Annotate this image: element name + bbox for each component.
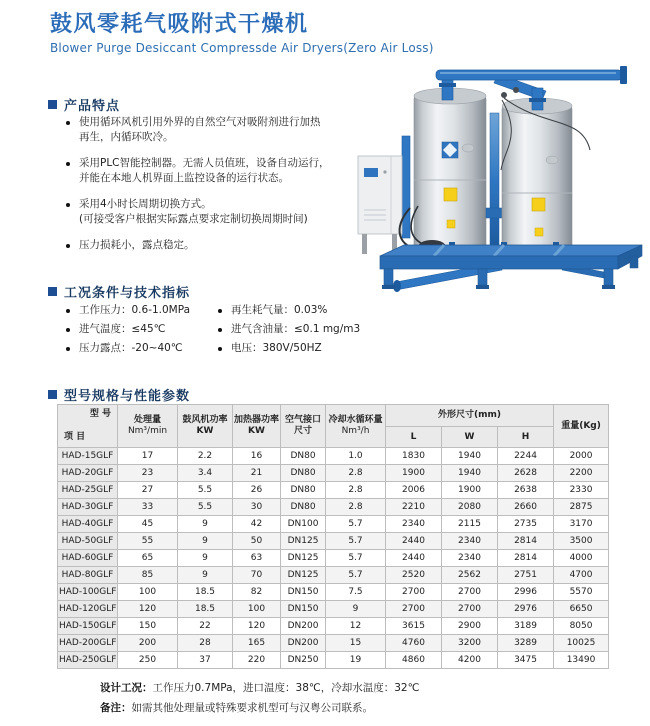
spec-cell: 19 [326,652,386,669]
spec-cell: 2700 [442,584,498,601]
bullet-dot-icon [218,328,222,332]
list-item [66,115,366,145]
spec-cell: 55 [118,533,178,550]
corner-model-label: 型 号 [89,409,111,419]
spec-cell: 5.7 [326,567,386,584]
bullet-dot-icon [218,347,222,351]
table-row [58,601,609,618]
header-port-line2: 尺寸 [293,426,312,436]
header-cooling-water [326,405,386,448]
table-row [58,635,609,652]
spec-cell: 23 [118,465,178,482]
model-cell: HAD-60GLF [58,550,118,567]
spec-cell: 1.0 [326,448,386,465]
table-row [58,499,609,516]
table-row [58,533,609,550]
model-cell: HAD-15GLF [58,448,118,465]
spec-cell: 30 [233,499,281,516]
spec-cell: 8050 [554,618,609,635]
spec-cell: 2.8 [326,499,386,516]
spec-cell: 2440 [386,533,442,550]
spec-cell: 85 [118,567,178,584]
spec-cell: 7.5 [326,584,386,601]
spec-cell: 16 [233,448,281,465]
spec-cell: 2115 [442,516,498,533]
spec-cell: 2700 [442,601,498,618]
header-capacity-line2: Nm³/min [127,426,168,436]
spec-cell: 27 [118,482,178,499]
conditions-heading [48,282,190,301]
spec-cell: DN80 [281,482,326,499]
header-cooling-line2: Nm³/h [341,426,370,436]
bullet-dot-icon [66,203,70,207]
spec-cell: 5.5 [178,482,233,499]
spec-cell: 165 [233,635,281,652]
spec-cell: 42 [233,516,281,533]
list-item [66,197,366,227]
table-row [58,465,609,482]
section-marker-icon [48,390,57,399]
spec-cell: 12 [326,618,386,635]
bullet-dot-icon [66,244,70,248]
model-cell: HAD-250GLF [58,652,118,669]
spec-cell: 13490 [554,652,609,669]
bullet-dot-icon [66,347,70,351]
model-cell: HAD-200GLF [58,635,118,652]
bullet-dot-icon [218,309,222,313]
spec-cell: 2340 [442,550,498,567]
list-item-line: (可接受客户根据实际露点要求定制切换周期时间) [79,213,308,225]
list-item-line: 采用PLC智能控制器。无需人员值班，设备自动运行， [79,157,330,169]
spec-cell: 1940 [442,448,498,465]
header-weight: 重量(Kg) [554,405,609,448]
spec-cell: 65 [118,550,178,567]
spec-cell: DN100 [281,516,326,533]
spec-cell: 2330 [554,482,609,499]
spec-cell: 1900 [442,482,498,499]
spec-cell: 1900 [386,465,442,482]
spec-cell: 2340 [386,516,442,533]
model-cell: HAD-100GLF [58,584,118,601]
table-row [58,652,609,669]
spec-table-body [58,448,609,669]
spec-cell: 2520 [386,567,442,584]
header-capacity-line1: 处理量 [133,415,161,425]
spec-cell: 100 [118,584,178,601]
design-conditions-line [100,678,419,698]
header-dimensions: 外形尺寸(mm) [386,405,554,427]
spec-cell: DN250 [281,652,326,669]
spec-cell: 2210 [386,499,442,516]
spec-cell: 2080 [442,499,498,516]
list-item-line: 进气温度：≤45℃ [79,323,166,335]
model-cell: HAD-30GLF [58,499,118,516]
specs-heading [48,385,190,404]
spec-cell: 120 [118,601,178,618]
header-dim-h: H [498,427,554,448]
conditions-right-column [218,303,388,360]
features-heading [48,95,120,114]
spec-cell: 2562 [442,567,498,584]
spec-cell: 45 [118,516,178,533]
conditions-left-column [66,303,236,360]
spec-cell: 200 [118,635,178,652]
spec-cell: 2.2 [178,448,233,465]
header-dim-w: W [442,427,498,448]
list-item [218,322,388,337]
table-row [58,567,609,584]
design-conditions-text: 工作压力0.7MPa，进口温度：38℃，冷却水温度：32℃ [152,682,420,694]
model-cell: HAD-150GLF [58,618,118,635]
spec-cell: 2000 [554,448,609,465]
design-notes [100,678,419,718]
spec-cell: 1940 [442,465,498,482]
list-item-line: 压力露点：-20~40℃ [79,342,183,354]
list-item-line: 进气含油量：≤0.1 mg/m3 [231,323,361,335]
spec-cell: 2.8 [326,465,386,482]
list-item-line: 使用循环风机引用外界的自然空气对吸附剂进行加热 [79,116,321,128]
spec-cell: 3615 [386,618,442,635]
model-cell: HAD-120GLF [58,601,118,618]
spec-cell: 15 [326,635,386,652]
spec-cell: 4760 [386,635,442,652]
header-heater-line2: KW [248,426,265,436]
spec-cell: 82 [233,584,281,601]
list-item [66,156,366,186]
header-port-line1: 空气接口 [284,415,321,425]
table-row [58,448,609,465]
spec-cell: 2814 [498,550,554,567]
page-header [50,12,470,55]
spec-cell: 120 [233,618,281,635]
spec-cell: 9 [326,601,386,618]
list-item [218,303,388,318]
spec-cell: 6650 [554,601,609,618]
spec-cell: 9 [178,533,233,550]
spec-cell: 3289 [498,635,554,652]
spec-cell: 70 [233,567,281,584]
spec-cell: 4700 [554,567,609,584]
spec-cell: 2440 [386,550,442,567]
spec-cell: DN150 [281,601,326,618]
spec-cell: 2976 [498,601,554,618]
header-blower-line2: KW [196,426,214,436]
page-subtitle: Blower Purge Desiccant Compressde Air Dryers(Zero Air Loss) [50,41,434,55]
spec-cell: 2900 [442,618,498,635]
spec-cell: 3475 [498,652,554,669]
list-item-line: 电压：380V/50HZ [231,342,322,354]
remark-line [100,698,419,718]
spec-cell: 3189 [498,618,554,635]
bullet-dot-icon [66,309,70,313]
table-row [58,516,609,533]
spec-cell: 2.8 [326,482,386,499]
bullet-dot-icon [66,121,70,125]
header-heater-power [233,405,281,448]
spec-cell: 2628 [498,465,554,482]
spec-cell: 3500 [554,533,609,550]
spec-cell: 3200 [442,635,498,652]
spec-cell: 2244 [498,448,554,465]
spec-cell: DN125 [281,550,326,567]
header-heater-line1: 加热器功率 [234,415,280,425]
spec-cell: DN200 [281,618,326,635]
spec-cell: 220 [233,652,281,669]
table-row [58,550,609,567]
bullet-dot-icon [66,162,70,166]
spec-cell: 5.7 [326,550,386,567]
spec-cell: DN150 [281,584,326,601]
list-item [66,303,236,318]
spec-cell: 3170 [554,516,609,533]
features-list [66,115,366,264]
header-air-port [281,405,326,448]
spec-cell: 2700 [386,584,442,601]
section-marker-icon [48,100,57,109]
spec-cell: DN80 [281,448,326,465]
header-capacity [118,405,178,448]
header-dim-l: L [386,427,442,448]
spec-cell: DN125 [281,567,326,584]
header-blower-power [178,405,233,448]
corner-header-cell [58,405,118,448]
section-marker-icon [48,287,57,296]
spec-cell: 33 [118,499,178,516]
features-heading-label: 产品特点 [64,99,121,114]
list-item-line: 并能在本地人机界面上监控设备的运行状态。 [79,172,289,184]
spec-cell: 4860 [386,652,442,669]
spec-cell: DN125 [281,533,326,550]
spec-cell: DN80 [281,465,326,482]
page-title: 鼓风零耗气吸附式干燥机 [50,12,309,37]
spec-cell: 26 [233,482,281,499]
spec-cell: DN200 [281,635,326,652]
bullet-dot-icon [66,328,70,332]
spec-cell: 28 [178,635,233,652]
spec-cell: 2996 [498,584,554,601]
spec-cell: 1830 [386,448,442,465]
spec-cell: DN80 [281,499,326,516]
list-item-line: 工作压力：0.6-1.0MPa [79,304,191,316]
model-cell: HAD-40GLF [58,516,118,533]
model-cell: HAD-20GLF [58,465,118,482]
spec-cell: 22 [178,618,233,635]
spec-cell: 2875 [554,499,609,516]
spec-cell: 5570 [554,584,609,601]
list-item [66,341,236,356]
spec-cell: 250 [118,652,178,669]
spec-cell: 2751 [498,567,554,584]
spec-cell: 4200 [442,652,498,669]
spec-cell: 150 [118,618,178,635]
spec-cell: 17 [118,448,178,465]
spec-cell: 2638 [498,482,554,499]
remark-label: 备注： [100,702,132,714]
spec-cell: 2660 [498,499,554,516]
spec-cell: 2006 [386,482,442,499]
spec-cell: 2340 [442,533,498,550]
list-item [66,322,236,337]
model-cell: HAD-50GLF [58,533,118,550]
header-cooling-line1: 冷却水循环量 [328,415,383,425]
table-row [58,618,609,635]
spec-cell: 5.7 [326,533,386,550]
dryer-machine-illustration [352,58,648,300]
list-item-line: 再生，内循环吹冷。 [79,131,174,143]
spec-cell: 2700 [386,601,442,618]
spec-cell: 5.5 [178,499,233,516]
model-cell: HAD-25GLF [58,482,118,499]
spec-cell: 18.5 [178,584,233,601]
spec-cell: 10025 [554,635,609,652]
spec-cell: 100 [233,601,281,618]
table-row [58,482,609,499]
spec-cell: 21 [233,465,281,482]
spec-cell: 37 [178,652,233,669]
corner-item-label: 项 目 [64,432,86,442]
conditions-heading-label: 工况条件与技术指标 [64,286,191,301]
list-item [66,238,366,253]
model-cell: HAD-80GLF [58,567,118,584]
list-item-line: 再生耗气量：0.03% [231,304,328,316]
spec-cell: 9 [178,567,233,584]
list-item [218,341,388,356]
spec-cell: 9 [178,550,233,567]
spec-cell: 50 [233,533,281,550]
spec-cell: 2200 [554,465,609,482]
spec-cell: 63 [233,550,281,567]
spec-cell: 3.4 [178,465,233,482]
table-row [58,584,609,601]
spec-cell: 5.7 [326,516,386,533]
spec-cell: 18.5 [178,601,233,618]
spec-table [57,404,609,669]
spec-cell: 2735 [498,516,554,533]
list-item-line: 采用4小时长周期切换方式。 [79,198,212,210]
spec-cell: 4000 [554,550,609,567]
list-item-line: 压力损耗小，露点稳定。 [79,239,195,251]
specs-heading-label: 型号规格与性能参数 [64,389,191,404]
design-conditions-label: 设计工况： [100,682,153,694]
remark-text: 如需其他处理量或特殊要求机型可与汉粤公司联系。 [131,702,373,714]
header-blower-line1: 鼓风机功率 [182,415,228,425]
spec-cell: 9 [178,516,233,533]
spec-cell: 2814 [498,533,554,550]
